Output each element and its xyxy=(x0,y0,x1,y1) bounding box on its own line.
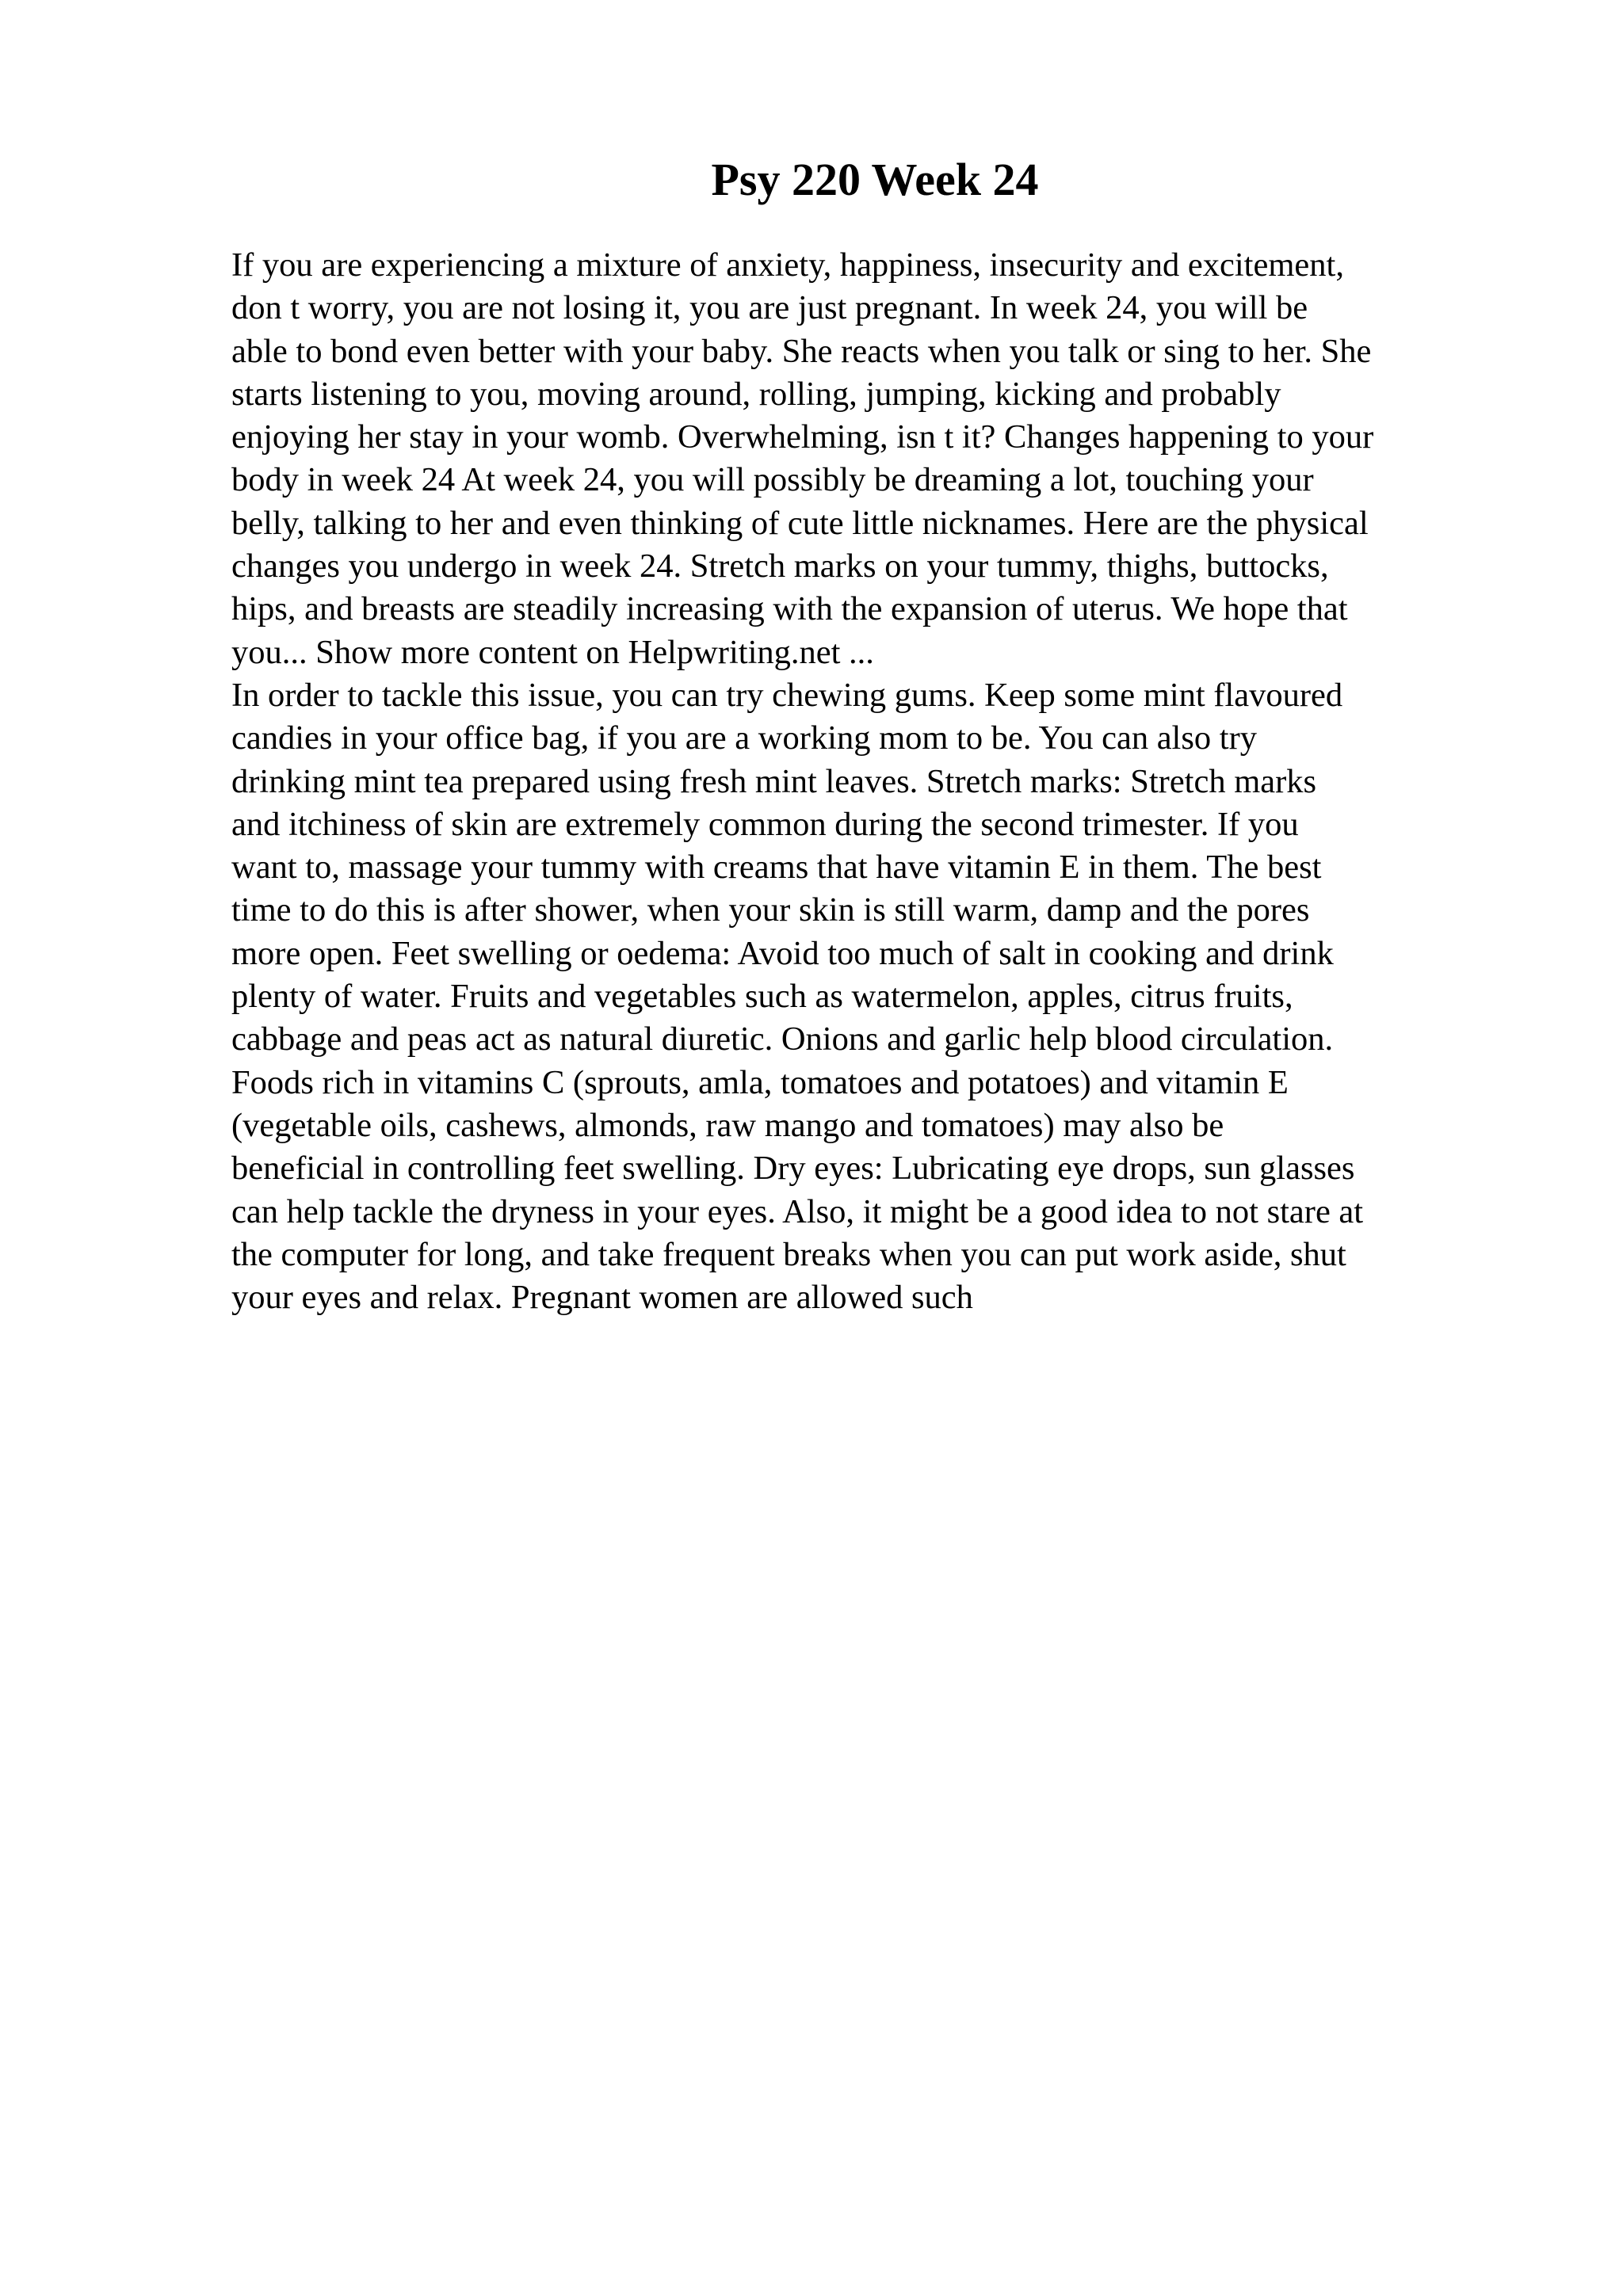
text-line: In order to tackle this issue, you can try chewing gums. Keep some mint flavoured xyxy=(231,676,1343,714)
text-line: more open. Feet swelling or oedema: Avoid too much of salt in cooking and drink xyxy=(231,934,1334,972)
text-line: cabbage and peas act as natural diuretic. Onions and garlic help blood circulation. xyxy=(231,1020,1334,1058)
text-line: Foods rich in vitamins C (sprouts, amla, tomatoes and potatoes) and vitamin E xyxy=(231,1063,1289,1101)
text-line: able to bond even better with your baby. She reacts when you talk or sing to her. She xyxy=(231,332,1372,370)
text-line: can help tackle the dryness in your eyes. Also, it might be a good idea to not stare at xyxy=(231,1192,1364,1230)
text-line: you... Show more content on Helpwriting.net ... xyxy=(231,633,874,671)
text-line: If you are experiencing a mixture of anxiety, happiness, insecurity and excitement, xyxy=(231,246,1344,284)
text-line: plenty of water. Fruits and vegetables such as watermelon, apples, citrus fruits, xyxy=(231,978,1293,1016)
text-line: and itchiness of skin are extremely common during the second trimester. If you xyxy=(231,805,1299,843)
text-line: the computer for long, and take frequent breaks when you can put work aside, shut xyxy=(231,1235,1346,1273)
body-text xyxy=(231,244,1499,1319)
text-line: starts listening to you, moving around, rolling, jumping, kicking and probably xyxy=(231,375,1281,413)
text-line: enjoying her stay in your womb. Overwhelming, isn t it? Changes happening to your xyxy=(231,418,1374,456)
text-line: belly, talking to her and even thinking of cute little nicknames. Here are the physical xyxy=(231,504,1369,542)
text-line: body in week 24 At week 24, you will possibly be dreaming a lot, touching your xyxy=(231,461,1314,499)
text-line: beneficial in controlling feet swelling. Dry eyes: Lubricating eye drops, sun glasses xyxy=(231,1150,1355,1188)
text-line: want to, massage your tummy with creams that have vitamin E in them. The best xyxy=(231,849,1322,887)
text-line: time to do this is after shower, when your skin is still warm, damp and the pores xyxy=(231,891,1310,929)
text-line: (vegetable oils, cashews, almonds, raw mango and tomatoes) may also be xyxy=(231,1106,1224,1144)
text-line: hips, and breasts are steadily increasing with the expansion of uterus. We hope that xyxy=(231,590,1348,628)
text-line: candies in your office bag, if you are a working mom to be. You can also try xyxy=(231,719,1257,757)
text-line: don t worry, you are not losing it, you are just pregnant. In week 24, you will be xyxy=(231,289,1308,327)
text-line: drinking mint tea prepared using fresh mint leaves. Stretch marks: Stretch marks xyxy=(231,762,1317,800)
page-title: Psy 220 Week 24 xyxy=(711,154,1039,205)
text-line: your eyes and relax. Pregnant women are allowed such xyxy=(231,1279,973,1317)
text-line: changes you undergo in week 24. Stretch marks on your tummy, thighs, buttocks, xyxy=(231,547,1329,585)
